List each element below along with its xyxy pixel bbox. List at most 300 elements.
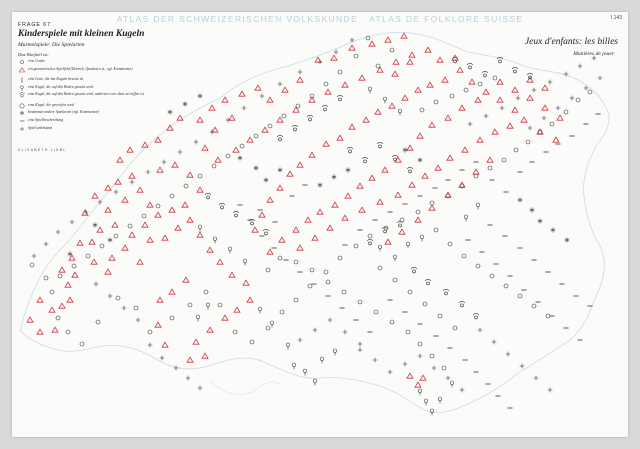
map-symbol-stick-circle [303, 369, 307, 375]
map-symbol-circle [282, 114, 286, 118]
map-symbol-stick-circle [420, 235, 424, 241]
map-symbol-circle [280, 310, 284, 314]
map-symbol-circle [358, 300, 362, 304]
map-symbol-asterisk [538, 218, 543, 223]
map-symbol-triangle-red [447, 155, 453, 160]
map-symbol-triangle-red [217, 259, 223, 264]
map-symbol-stick-circle [292, 363, 296, 369]
map-symbol-triangle-red [157, 297, 163, 302]
small-circle-icon [18, 59, 28, 66]
map-symbol-triangle-red [259, 212, 265, 217]
map-symbol-arc-circle [347, 147, 353, 153]
map-symbol-triangle-red [429, 205, 435, 210]
map-symbol-circle [434, 100, 438, 104]
map-symbol-arc-circle [307, 115, 313, 121]
map-symbol-plus [56, 230, 61, 235]
map-symbol-plus [492, 340, 497, 345]
map-symbol-triangle-red [375, 109, 381, 114]
map-symbol-triangle-red [187, 357, 193, 362]
legend-label: eine Spielbeschreibung [28, 117, 64, 122]
plate-number: I 143 [610, 15, 622, 21]
map-symbol-triangle-red [409, 52, 415, 57]
map-symbol-circle [250, 340, 254, 344]
map-symbol-plus [260, 94, 265, 99]
map-symbol-stick-circle [320, 357, 324, 363]
map-symbol-triangle-red [369, 175, 375, 180]
map-symbol-asterisk [518, 197, 523, 202]
map-symbol-triangle-red [349, 45, 355, 50]
map-symbol-circle [100, 244, 104, 248]
map-symbol-triangle-red [142, 142, 148, 147]
map-symbol-plus [432, 366, 437, 371]
map-symbol-circle [474, 174, 478, 178]
dash-icon [18, 118, 28, 125]
map-symbol-asterisk [278, 167, 283, 172]
map-symbol-stick-circle [464, 215, 468, 221]
legend-label: eine Kugel, die auf den Boden gesetzt wird, anderswo von oben zu treffen ist [28, 92, 144, 97]
map-symbol-plus [130, 180, 135, 185]
map-symbol-triangle-red [342, 82, 348, 87]
map-symbol-triangle-red [312, 235, 318, 240]
map-symbol-triangle-red [197, 117, 203, 122]
map-symbol-circle [198, 174, 202, 178]
map-symbol-circle [188, 303, 192, 307]
map-symbol-triangle-red [277, 117, 283, 122]
map-symbol-triangle-red [402, 95, 408, 100]
map-symbol-plus [358, 342, 363, 347]
map-symbol-stick-circle [368, 87, 372, 93]
map-symbol-plus [388, 370, 393, 375]
map-symbol-triangle-red [129, 173, 135, 178]
legend-item-ground-marble [18, 85, 168, 93]
map-symbol-triangle-red [392, 71, 398, 76]
map-symbol-arc-circle [382, 227, 388, 233]
legend-label: eine Kugel, die auf den Boden gesetzt wird [28, 84, 93, 89]
map-symbol-triangle-red [429, 122, 435, 127]
map-symbol-circle [354, 244, 358, 248]
map-symbol-circle [226, 154, 230, 158]
map-symbol-triangle-red [473, 169, 479, 174]
map-symbol-triangle-red [137, 187, 143, 192]
map-symbol-triangle-red [442, 77, 448, 82]
map-symbol-triangle-red [459, 105, 465, 110]
map-symbol-plus [162, 160, 167, 165]
map-symbol-asterisk [264, 177, 269, 182]
map-symbol-circle [170, 194, 174, 198]
map-symbol-triangle-red [415, 217, 421, 222]
map-title-de: Kinderspiele mit kleinen Kugeln [18, 29, 145, 39]
map-symbol-triangle-red [349, 124, 355, 129]
map-symbol-triangle-red [207, 247, 213, 252]
map-symbol-triangle-red [59, 267, 65, 272]
map-symbol-circle [374, 310, 378, 314]
map-symbol-triangle-red [542, 85, 548, 90]
map-symbol-triangle-red [97, 227, 103, 232]
asterisk-icon [18, 110, 28, 117]
map-symbol-triangle-red [457, 67, 463, 72]
map-symbol-circle [423, 302, 427, 306]
map-symbol-plus [148, 343, 153, 348]
map-symbol-circle [430, 201, 434, 205]
map-symbol-triangle-red [142, 222, 148, 227]
map-symbol-triangle-red [177, 115, 183, 120]
map-symbol-triangle-red [527, 77, 533, 82]
legend-item-geometric-field [18, 67, 168, 78]
map-symbol-triangle-red [255, 85, 261, 90]
map-symbol-plus [298, 338, 303, 343]
map-symbol-plus [446, 376, 451, 381]
map-symbol-arc-circle [292, 125, 298, 131]
map-symbol-plus [32, 254, 37, 259]
map-symbol-triangle-red [82, 210, 88, 215]
map-symbol-circle [56, 316, 60, 320]
map-symbol-stick-circle [393, 255, 397, 261]
map-symbol-triangle-red [342, 215, 348, 220]
map-symbol-asterisk [346, 167, 351, 172]
map-symbol-plus [460, 388, 465, 393]
map-symbol-triangle-red [492, 129, 498, 134]
map-symbol-arc-circle [397, 221, 403, 227]
map-symbol-triangle-red [521, 117, 527, 122]
map-symbol-stick-circle [418, 389, 422, 395]
map-symbol-triangle-red [37, 297, 43, 302]
map-symbol-triangle-red [409, 182, 415, 187]
map-symbol-triangle-red [385, 239, 391, 244]
map-symbol-triangle-red [427, 82, 433, 87]
legend-item-thrown-marble [18, 103, 168, 111]
map-symbol-triangle-red [497, 79, 503, 84]
map-symbol-circle [588, 90, 592, 94]
map-symbol-triangle-red [147, 202, 153, 207]
map-symbol-triangle-red [297, 245, 303, 250]
map-symbol-triangle-red [52, 327, 58, 332]
map-symbol-circle [406, 330, 410, 334]
map-symbol-plus [542, 116, 547, 121]
map-symbol-asterisk [530, 207, 535, 212]
map-symbol-plus [358, 348, 363, 353]
map-symbol-stick-circle [378, 245, 382, 251]
map-symbol-circle [254, 134, 258, 138]
map-symbol-triangle-red [332, 202, 338, 207]
map-symbol-circle [326, 280, 330, 284]
map-symbol-asterisk [332, 174, 337, 179]
map-symbol-circle [464, 88, 468, 92]
map-symbol-triangle-red [277, 185, 283, 190]
map-symbol-circle [576, 98, 580, 102]
map-symbol-triangle-red [317, 209, 323, 214]
map-symbol-asterisk [93, 222, 98, 227]
map-symbol-circle [493, 76, 497, 80]
map-symbol-asterisk [551, 227, 556, 232]
map-symbol-triangle-red [247, 297, 253, 302]
map-symbol-asterisk [318, 182, 323, 187]
map-symbol-triangle-red [109, 255, 115, 260]
map-symbol-circle [114, 234, 118, 238]
map-symbol-circle [134, 306, 138, 310]
map-symbol-triangle-red [137, 259, 143, 264]
map-symbol-circle [308, 284, 312, 288]
map-symbol-triangle-red [105, 269, 111, 274]
map-symbol-circle [376, 64, 380, 68]
map-symbol-plus [114, 190, 119, 195]
map-symbol-plus [598, 76, 603, 81]
map-symbol-triangle-red [182, 202, 188, 207]
map-symbol-circle [310, 268, 314, 272]
map-symbol-stick-circle [270, 321, 274, 327]
map-symbol-triangle-red [77, 240, 83, 245]
map-symbol-triangle-red [462, 147, 468, 152]
map-symbol-triangle-red [262, 127, 268, 132]
map-symbol-arc-circle [337, 95, 343, 101]
map-symbol-triangle-red [129, 232, 135, 237]
map-symbol-triangle-red [67, 297, 73, 302]
map-symbol-triangle-red [229, 272, 235, 277]
map-symbol-circle [488, 166, 492, 170]
arc-circle-icon [18, 92, 28, 99]
map-symbol-plus [174, 366, 179, 371]
map-symbol-plus [278, 82, 283, 87]
map-symbol-circle [420, 108, 424, 112]
stick-circle-icon [18, 85, 28, 92]
map-symbol-triangle-red [122, 197, 128, 202]
map-symbol-plus [178, 150, 183, 155]
map-symbol-circle [338, 70, 342, 74]
map-symbol-asterisk [183, 101, 188, 106]
legend-intro: Das Wurfziel ist: [18, 52, 49, 57]
map-symbol-plus [484, 114, 489, 119]
map-symbol-triangle-red [475, 97, 481, 102]
map-symbol-stick-circle [243, 259, 247, 265]
map-symbol-triangle-red [105, 207, 111, 212]
map-symbol-plus [520, 364, 525, 369]
map-symbol-triangle-red [345, 193, 351, 198]
map-symbol-triangle-red [512, 87, 518, 92]
map-symbol-circle [418, 342, 422, 346]
legend-label: Spiel unbekannt [28, 125, 53, 130]
map-symbol-circle [490, 274, 494, 278]
map-symbol-circle [266, 326, 270, 330]
map-symbol-circle [502, 158, 506, 162]
map-symbol-triangle-red [27, 317, 33, 322]
map-symbol-stick-circle [406, 242, 410, 248]
map-symbol-triangle-red [162, 342, 168, 347]
map-symbol-plus [403, 362, 408, 367]
map-symbol-arc-circle [263, 229, 269, 235]
map-symbol-stick-circle [438, 397, 442, 403]
map-symbol-circle [504, 284, 508, 288]
map-symbol-circle [184, 184, 188, 188]
map-symbol-triangle-red [483, 89, 489, 94]
map-symbol-triangle-red [497, 97, 503, 102]
map-symbol-triangle-red [469, 79, 475, 84]
map-symbol-plus [548, 388, 553, 393]
map-symbol-triangle-red [127, 147, 133, 152]
map-symbol-plus [516, 96, 521, 101]
map-symbol-triangle-red [487, 157, 493, 162]
map-symbol-plus [334, 50, 339, 55]
map-symbol-triangle-red [420, 375, 426, 380]
map-symbol-triangle-red [267, 197, 273, 202]
map-symbol-triangle-red [243, 280, 249, 285]
map-symbol-plus [298, 70, 303, 75]
map-symbol-triangle-red [207, 327, 213, 332]
map-symbol-plus [210, 130, 215, 135]
author-credit: ELISABETH LIEBL [18, 148, 67, 152]
map-symbol-triangle-red [305, 217, 311, 222]
map-symbol-asterisk [565, 237, 570, 242]
map-symbol-plus [108, 294, 113, 299]
map-symbol-triangle-red [422, 173, 428, 178]
map-symbol-plus [528, 126, 533, 131]
map-symbol-plus [556, 106, 561, 111]
map-symbol-plus [44, 242, 49, 247]
map-symbol-asterisk [418, 157, 423, 162]
legend-item-unknown [18, 126, 168, 134]
map-symbol-plus [70, 220, 75, 225]
legend-item-hit-from-above [18, 92, 168, 103]
map-symbol-circle [532, 304, 536, 308]
map-symbol-triangle-red [197, 232, 203, 237]
map-symbol-triangle-red [407, 145, 413, 150]
map-symbol-stick-circle [476, 203, 480, 209]
map-symbol-triangle-red [327, 225, 333, 230]
map-symbol-triangle-red [222, 315, 228, 320]
map-symbol-plus [122, 306, 127, 311]
map-symbol-plus [418, 354, 423, 359]
map-symbol-circle [156, 204, 160, 208]
map-symbol-triangle-red [369, 41, 375, 46]
map-symbol-circle [278, 256, 282, 260]
map-symbol-circle [390, 48, 394, 52]
map-symbol-circle [116, 296, 120, 300]
map-symbol-circle [294, 298, 298, 302]
map-symbol-triangle-red [415, 382, 421, 387]
map-symbol-plus [318, 60, 323, 65]
map-symbol-plus [198, 386, 203, 391]
map-symbol-plus [500, 106, 505, 111]
map-symbol-triangle-red [187, 172, 193, 177]
map-symbol-triangle-red [325, 89, 331, 94]
map-symbol-circle [453, 326, 457, 330]
map-symbol-triangle-red [279, 237, 285, 242]
map-symbol-triangle-red [297, 162, 303, 167]
map-symbol-triangle-red [542, 105, 548, 110]
map-symbol-circle [66, 330, 70, 334]
map-symbol-plus [343, 330, 348, 335]
map-symbol-circle [368, 234, 372, 238]
map-symbol-triangle-red [507, 123, 513, 128]
map-symbol-circle [338, 256, 342, 260]
map-symbol-circle [564, 110, 568, 114]
map-title-fr: Jeux d'enfants: les billes [524, 37, 618, 47]
map-symbol-arc-circle [377, 142, 383, 148]
map-symbol-triangle-red [147, 237, 153, 242]
map-symbol-plus [94, 282, 99, 287]
map-symbol-circle [378, 266, 382, 270]
map-symbol-arc-circle [322, 105, 328, 111]
map-symbol-plus [578, 64, 583, 69]
map-symbol-triangle-red [359, 75, 365, 80]
legend-label: eine Linie, die mit Kugeln besetzt ist [28, 77, 84, 82]
map-symbol-plus [186, 376, 191, 381]
map-symbol-arc-circle [407, 167, 413, 173]
map-symbol-asterisk [168, 109, 173, 114]
map-symbol-stick-circle [286, 343, 290, 349]
open-circle-icon [18, 103, 28, 110]
map-symbol-circle [58, 274, 62, 278]
map-symbol-circle [218, 303, 222, 307]
legend-label: eine Grube [28, 59, 45, 63]
legend-label: bestimmte andere Spielarten (vgl. Kommentar) [28, 110, 100, 115]
map-symbol-triangle-red [323, 141, 329, 146]
map-symbol-triangle-red [117, 157, 123, 162]
map-symbol-triangle-red [197, 187, 203, 192]
map-symbol-circle [526, 140, 530, 144]
map-symbol-triangle-red [202, 145, 208, 150]
map-symbol-triangle-red [337, 135, 343, 140]
map-symbol-circle [266, 268, 270, 272]
map-symbol-circle [476, 264, 480, 268]
map-symbol-triangle-red [37, 329, 43, 334]
map-symbol-triangle-red [417, 133, 423, 138]
map-symbol-circle [324, 270, 328, 274]
map-symbol-circle [72, 264, 76, 268]
map-symbol-triangle-red [287, 171, 293, 176]
map-symbol-triangle-red [247, 137, 253, 142]
map-symbol-triangle-red [187, 217, 193, 222]
map-symbol-plus [506, 352, 511, 357]
map-symbol-stick-circle [196, 315, 200, 321]
map-symbol-arc-circle [411, 267, 417, 273]
map-symbol-triangle-red [105, 185, 111, 190]
map-symbol-circle [450, 94, 454, 98]
map-symbol-arc-circle [473, 313, 479, 319]
map-symbol-triangle-red [512, 107, 518, 112]
map-symbol-plus [242, 106, 247, 111]
map-symbol-triangle-red [407, 373, 413, 378]
map-symbol-circle [550, 122, 554, 126]
map-symbol-arc-circle [367, 239, 373, 245]
map-symbol-plus [468, 122, 473, 127]
map-symbol-circle [296, 104, 300, 108]
map-symbol-triangle-red [437, 57, 443, 62]
map-symbol-circle [233, 330, 237, 334]
map-symbol-stick-circle [213, 237, 217, 243]
map-symbol-circle [408, 290, 412, 294]
map-symbol-triangle-red [401, 33, 407, 38]
map-symbol-triangle-red [229, 115, 235, 120]
map-symbol-triangle-red [65, 282, 71, 287]
map-symbol-stick-circle [450, 381, 454, 387]
map-symbol-circle [324, 82, 328, 86]
map-symbol-triangle-red [215, 157, 221, 162]
map-symbol-triangle-red [297, 77, 303, 82]
map-symbol-triangle-red [377, 199, 383, 204]
atlas-banner: ATLAS DER SCHWEIZERISCHEN VOLKSKUNDE · ATLAS DE FOLKLORE SUISSE [116, 14, 524, 24]
map-symbol-triangle-red [157, 167, 163, 172]
map-symbol-triangle-red [425, 47, 431, 52]
map-symbol-arc-circle [512, 67, 518, 73]
legend-label: eine Kugel, die geworfen wird [28, 102, 74, 107]
map-symbol-circle [518, 294, 522, 298]
map-subtitle-fr: Manières de jouer [573, 51, 614, 57]
map-symbol-triangle-red [89, 239, 95, 244]
map-symbol-circle [204, 290, 208, 294]
map-symbol-circle [30, 263, 34, 267]
map-symbol-plus [146, 170, 151, 175]
map-symbol-plus [328, 318, 333, 323]
map-symbol-triangle-red [112, 222, 118, 227]
